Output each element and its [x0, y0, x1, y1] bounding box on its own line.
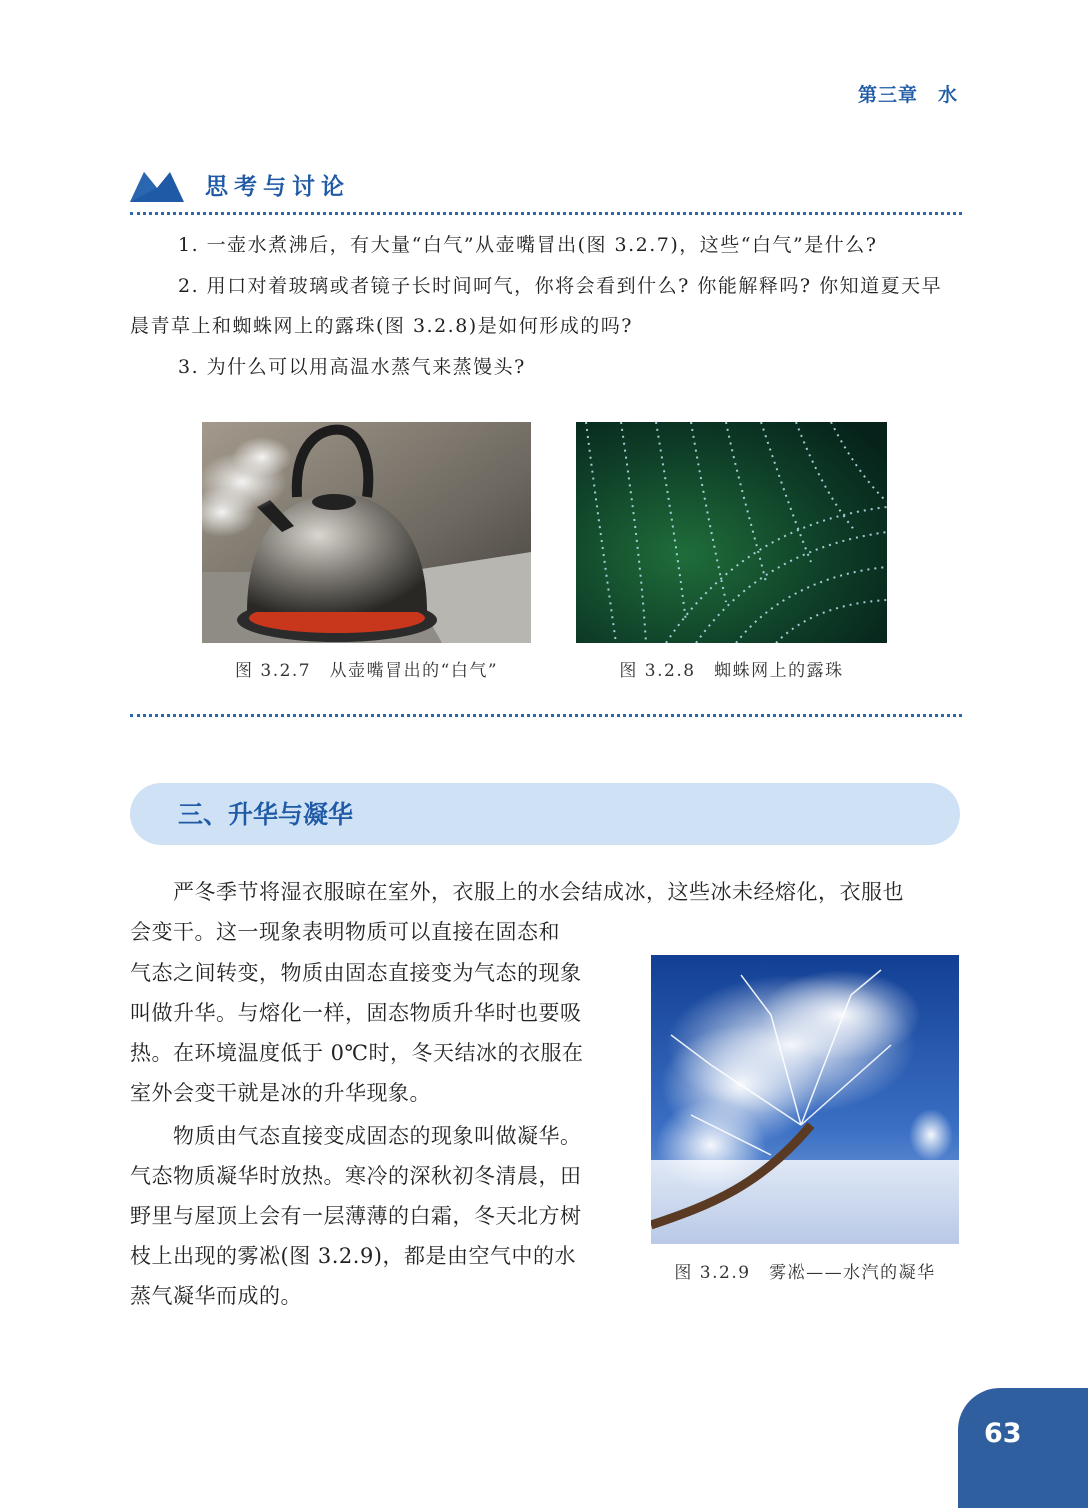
- body-line: 叫做升华。与熔化一样，固态物质升华时也要吸: [130, 1001, 582, 1025]
- body-line: 严冬季节将湿衣服晾在室外，衣服上的水会结成冰，这些冰未经熔化，衣服也: [130, 880, 904, 904]
- spiderweb-image-icon: [576, 422, 887, 643]
- body-line: 蒸气凝华而成的。: [130, 1284, 302, 1308]
- think-discuss-heading: [130, 168, 962, 216]
- section-title: 三、升华与凝华: [178, 800, 354, 829]
- figure-caption-spiderweb: 图 3.2.8 蜘蛛网上的露珠: [619, 661, 844, 681]
- page-number: 63: [984, 1418, 1022, 1449]
- body-line: 室外会变干就是冰的升华现象。: [130, 1081, 431, 1105]
- body-line: 气态之间转变，物质由固态直接变为气态的现象: [130, 961, 582, 985]
- question-1: 1. 一壶水煮沸后，有大量“白气”从壶嘴冒出(图 3.2.7)，这些“白气”是什么?: [178, 234, 878, 256]
- body-line: 物质由气态直接变成固态的现象叫做凝华。: [130, 1124, 582, 1148]
- rime-tree-photo: [651, 955, 959, 1244]
- body-line: 气态物质凝华时放热。寒冷的深秋初冬清晨，田: [130, 1164, 582, 1188]
- figure-caption-kettle: 图 3.2.7 从壶嘴冒出的“白气”: [234, 661, 499, 681]
- body-line: 野里与屋顶上会有一层薄薄的白霜，冬天北方树: [130, 1204, 582, 1228]
- page-number-tab: [958, 1388, 1088, 1508]
- section-marker-icon: [130, 172, 184, 202]
- rime-tree-image-icon: [651, 955, 959, 1244]
- question-2: 2. 用口对着玻璃或者镜子长时间呵气，你将会看到什么? 你能解释吗? 你知道夏天早晨青草上和蜘蛛网上的露珠(图 3.2.8)是如何形成的吗?: [130, 275, 943, 337]
- think-discuss-title: 思考与讨论: [205, 174, 350, 200]
- body-line: 枝上出现的雾凇(图 3.2.9)，都是由空气中的水: [130, 1244, 576, 1268]
- section-heading-bar: [130, 783, 960, 845]
- body-line: 会变干。这一现象表明物质可以直接在固态和: [130, 920, 560, 944]
- body-line: 热。在环境温度低于 0℃时，冬天结冰的衣服在: [130, 1041, 584, 1065]
- chapter-header: 第三章 水: [857, 84, 958, 106]
- kettle-photo: [202, 422, 531, 643]
- top-divider: [130, 212, 962, 215]
- question-3: 3. 为什么可以用高温水蒸气来蒸馒头?: [178, 356, 526, 378]
- spiderweb-photo: [576, 422, 887, 643]
- bottom-divider: [130, 714, 962, 717]
- kettle-image-icon: [202, 422, 531, 643]
- figure-caption-rime: 图 3.2.9 雾凇——水汽的凝华: [674, 1263, 936, 1283]
